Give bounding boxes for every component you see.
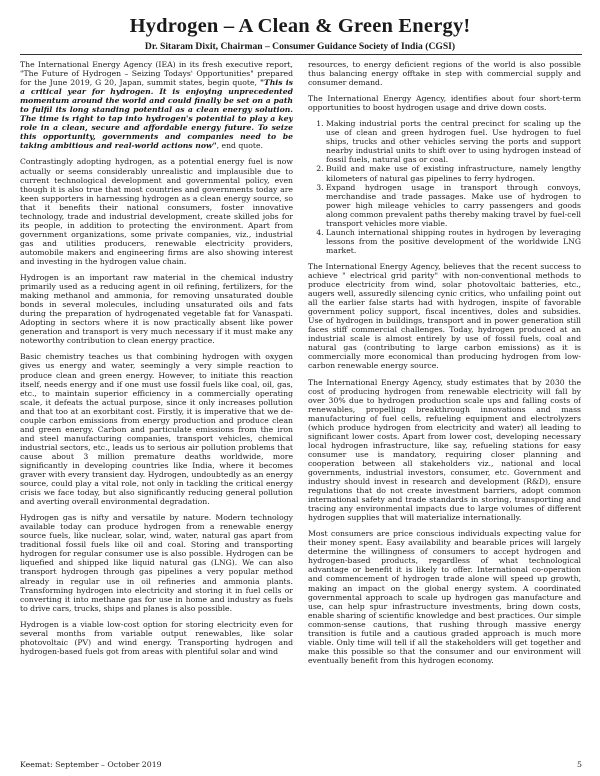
list-item: 4. Launch international shipping routes in hydrogen by leveraging lessons from the positive development of the worldwide LNG market. [326, 228, 581, 255]
list-item: 1. Making industrial ports the central precinct for scaling up the use of clean and green hydrogen fuel. Use hydrogen to fuel ships, trucks and other vehicles serving the ports and support nearby industrial units to shift over to using hydrogen instead of fossil fuels, natural gas or coal. [326, 119, 581, 164]
paragraph: The International Energy Agency, believes that the recent success to achieve " electrical grid parity" with non-conventional methods to produce electricity from wind, solar photovoltaic batteries, etc., augers well, assuredly silencing cynic critics, who unfailing point out all the earlier false starts had with hydrogen, inspite of favorable government policy support, fiscal incentives, doles and subsidies. Use of hydrogen in buildings, transport and in power generation still faces stiff commercial challenges. Today, hydrogen produced at an industrial scale is almost entirely by use of fossil fuels, coal and natural gas (contributing to large carbon emissions) as it is commercially more economical than producing hydrogen from low-carbon renewable energy source. [308, 261, 581, 371]
iea-quote: "This is a critical year for hydrogen. It is enjoying unprecedented momentum around the world and could finally be set on a path to fulfil its long standing potential as a clean energy solution. The time is right to tap into hydrogen's potential to play a key role in a clean, secure and affordable energy future. To seize this opportunity, governments and companies need to be taking ambitious and real-world actions now" [20, 78, 293, 151]
header-divider [20, 54, 582, 55]
issue-footer: Keemat: September – October 2019 [20, 760, 162, 769]
intro-end: , end quote. [216, 141, 263, 151]
paragraph: Most consumers are price conscious individuals expecting value for their money spent. Easy availability and bearable prices will largely determine the willingness of consumers to accept hydrogen and hydrogen-based products, regardless of what technological advantage or benefit it is likely to offer. International co-operation and commencement of hydrogen trade alone will speed up growth, making an impact on the global energy system. A coordinated governmental approach to scale up hydrogen gas manufacture and use, can help spur infrastructure investments, bring down costs, enable sharing of scientific knowledge and best practices. Our simple common-sense cautions, that rushing through massive energy transition is futile and a cautious graded approach is much more viable. Only time will tell if all the stakeholders will get together and make this possible so that the consumer and our environment will eventually benefit from this hydrogen economy. [308, 529, 581, 665]
paragraph: Hydrogen is an important raw material in the chemical industry primarily used as a reducing agent in oil refining, fertilizers, for the making methanol and ammonia, for removing unsaturated double bonds in several molecules, including unsaturated oils and fats during the preparation of hydrogenated vegetable fat for Vanaspati. Adopting in sectors where it is now practically absent like power generation and transport is very much necessary if it must make any noteworthy contribution to clean energy practice. [20, 273, 293, 346]
paragraph: Contrastingly adopting hydrogen, as a potential energy fuel is now actually or seems considerably unrealistic and implausible due to current technological development and governmental policy, even though it is also true that most countries and governments today are keen supporters in harnessing hydrogen as a clean energy source, so that it benefits their national consumers, foster innovative technology, trade and industrial development, create skilled jobs for its people, in addition to protecting the environment. Apart from government organizations, some private companies, viz., industrial gas and utilities producers, renewable electricity providers, automobile makers and engineering firms are also showing interest and investing in the hydrogen value chain. [20, 157, 293, 266]
left-column [20, 60, 293, 750]
paragraph: The International Energy Agency, study estimates that by 2030 the cost of producing hydrogen from renewable electricity will fall by over 30% due to hydrogen production scale ups and falling costs of renewables, propelling breakthrough innovations and mass manufacturing of fuel cells, refueling equipment and electrolyzers (which produce hydrogen from electricity and water) all leading to significant lower costs. Apart from lower cost, developing necessary local hydrogen infrastructure, like say, refueling stations for easy consumer use is mandatory, requiring closer planning and cooperation between all stakeholders viz., national and local governments, industrial investors, consumer, etc. Government and industry should invest in research and development (R&D), ensure regulations that do not create investment barriers, adopt common international safety and trade standards in storing, transporting and tracing any environmental impacts due to large volumes of different hydrogen supplies that will materialize internationally. [308, 377, 581, 523]
paragraph-intro [20, 60, 293, 150]
list-item: 3. Expand hydrogen usage in transport through convoys, merchandise and trade passages. Make use of hydrogen to power high mileage vehicles to carry passengers and goods along common prevalent paths thereby making travel by fuel-cell transport vehicles more viable. [326, 183, 581, 228]
paragraph: resources, to energy deficient regions of the world is also possible thus balancing energy offtake in step with commercial supply and consumer demand. [308, 60, 581, 88]
paragraph: Basic chemistry teaches us that combining hydrogen with oxygen gives us energy and water, seemingly a very simple reaction to produce clean and green energy. However, to initiate this reaction itself, needs energy and if one must use fossil fuels like coal, oil, gas, etc., to maintain superior efficiency in a commercially operating scale, it defeats the actual purpose, since it only increases pollution and that too at an exorbitant cost. Firstly, it is imperative that we de-couple carbon emissions from energy production and produce clean and green energy. Carbon and particulate emissions from the iron and steel manufacturing companies, transport vehicles, chemical industrial sectors, etc., leads us to serious air pollution problems that cause about 3 million premature deaths worldwide, more significantly in developing countries like India, where it becomes graver with every transient day. Hydrogen, undoubtedly as an energy source, could play a vital role, not only in tackling the critical energy crisis we face today, but also significantly reducing general pollution and averting overall environmental degradation. [20, 352, 293, 507]
article-title: Hydrogen – A Clean & Green Energy! [129, 15, 471, 37]
paragraph: Hydrogen is a viable low-cost option for storing electricity even for several months from variable output renewables, like solar photovoltaic (PV) and wind energy. Transporting hydrogen and hydrogen-based fuels got from areas with plentiful solar and wind [20, 619, 293, 656]
paragraph: Hydrogen gas is nifty and versatile by nature. Modern technology available today can produce hydrogen from a renewable energy source fuels, like nuclear, solar, wind, water, natural gas apart from traditional fossil fuels like oil and coal. Storing and transporting hydrogen for regular consumer use is also possible. Hydrogen can be liquefied and shipped like liquid natural gas (LNG). We can also transport hydrogen through gas pipelines a very popular method already in regular use in oil refineries and ammonia plants. Transforming hydrogen into electricity and storing it in fuel cells or converting it into methane gas for use in home and industry as fuels to drive cars, trucks, ships and planes is also possible. [20, 513, 293, 613]
page-number: 5 [577, 760, 582, 769]
opportunities-list [308, 119, 581, 255]
intro-text: The International Energy Agency (IEA) in its fresh executive report, "The Future of Hydrogen – Seizing Todays' Opportunities" prepared for the June 2019, G 20, Japan, summit states, begin quote, [20, 60, 293, 88]
right-column [308, 60, 581, 750]
article-byline: Dr. Sitaram Dixit, Chairman – Consumer Guidance Society of India (CGSI) [144, 41, 456, 52]
paragraph: The International Energy Agency, identifies about four short-term opportunities to boost hydrogen usage and drive down costs. [308, 94, 581, 113]
list-item: 2. Build and make use of existing infrastructure, namely lengthy kilometers of natural gas pipelines to ferry hydrogen. [326, 164, 581, 182]
